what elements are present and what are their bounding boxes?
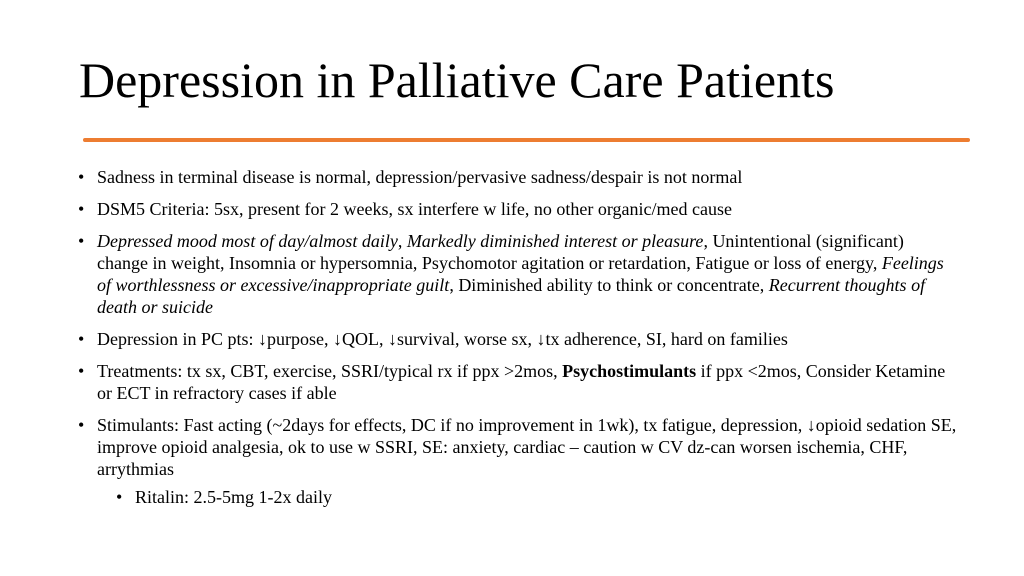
bullet-marker: • (78, 415, 85, 435)
bullet-item (78, 166, 958, 188)
bullet-text-segment: , (397, 231, 407, 251)
bullet-text-segment: Treatments: tx sx, CBT, exercise, SSRI/typical rx if ppx >2mos, (97, 361, 563, 381)
bullet-marker: • (78, 199, 85, 219)
bullet-text: Depression in PC pts: ↓purpose, ↓QOL, ↓survival, worse sx, ↓tx adherence, SI, hard on families (97, 329, 788, 349)
sub-bullet-item (116, 486, 958, 508)
slide-title: Depression in Palliative Care Patients (79, 52, 835, 108)
title-divider (83, 138, 970, 142)
bullet-item (78, 328, 958, 350)
criterion-worthlessness: Feelings of worthlessness or excessive/inappropriate guilt (97, 253, 944, 295)
bullet-text: Sadness in terminal disease is normal, depression/pervasive sadness/despair is not normal (97, 167, 743, 187)
criterion-depressed-mood: Depressed mood most of day/almost daily (97, 231, 398, 251)
criterion-diminished-interest: Markedly diminished interest or pleasure (406, 231, 704, 251)
bullet-item (78, 414, 958, 480)
bullet-text: DSM5 Criteria: 5sx, present for 2 weeks, sx interfere w life, no other organic/med cause (97, 199, 732, 219)
bullet-text-segment: , Diminished ability to think or concentrate, (449, 275, 769, 295)
sub-bullet-text: Ritalin: 2.5-5mg 1-2x daily (135, 487, 332, 507)
bullet-text: Stimulants: Fast acting (~2days for effects, DC if no improvement in 1wk), tx fatigue, depression, ↓opioid sedation SE, improve opioid analgesia, ok to use w SSRI, SE: anxiety, cardiac – caution w CV dz-can worsen ischemia, CHF, arrythmias (97, 415, 957, 479)
bullet-item (78, 360, 958, 404)
bullet-text-segment: if ppx <2mos, Consider Ketamine or ECT in refractory cases if able (97, 361, 946, 403)
bullet-text-segment: , Unintentional (significant) change in weight, Insomnia or hypersomnia, Psychomotor agitation or retardation, Fatigue or loss of energy, (97, 231, 904, 273)
bullet-marker: • (116, 487, 123, 507)
bullet-marker: • (78, 361, 85, 381)
bullet-list (78, 166, 958, 518)
bullet-item (78, 198, 958, 220)
psychostimulants-emphasis: Psychostimulants (562, 361, 697, 381)
bullet-item (78, 230, 958, 318)
bullet-marker: • (78, 329, 85, 349)
bullet-marker: • (78, 167, 85, 187)
criterion-suicidal-thoughts: Recurrent thoughts of death or suicide (97, 275, 926, 317)
bullet-marker: • (78, 231, 85, 251)
